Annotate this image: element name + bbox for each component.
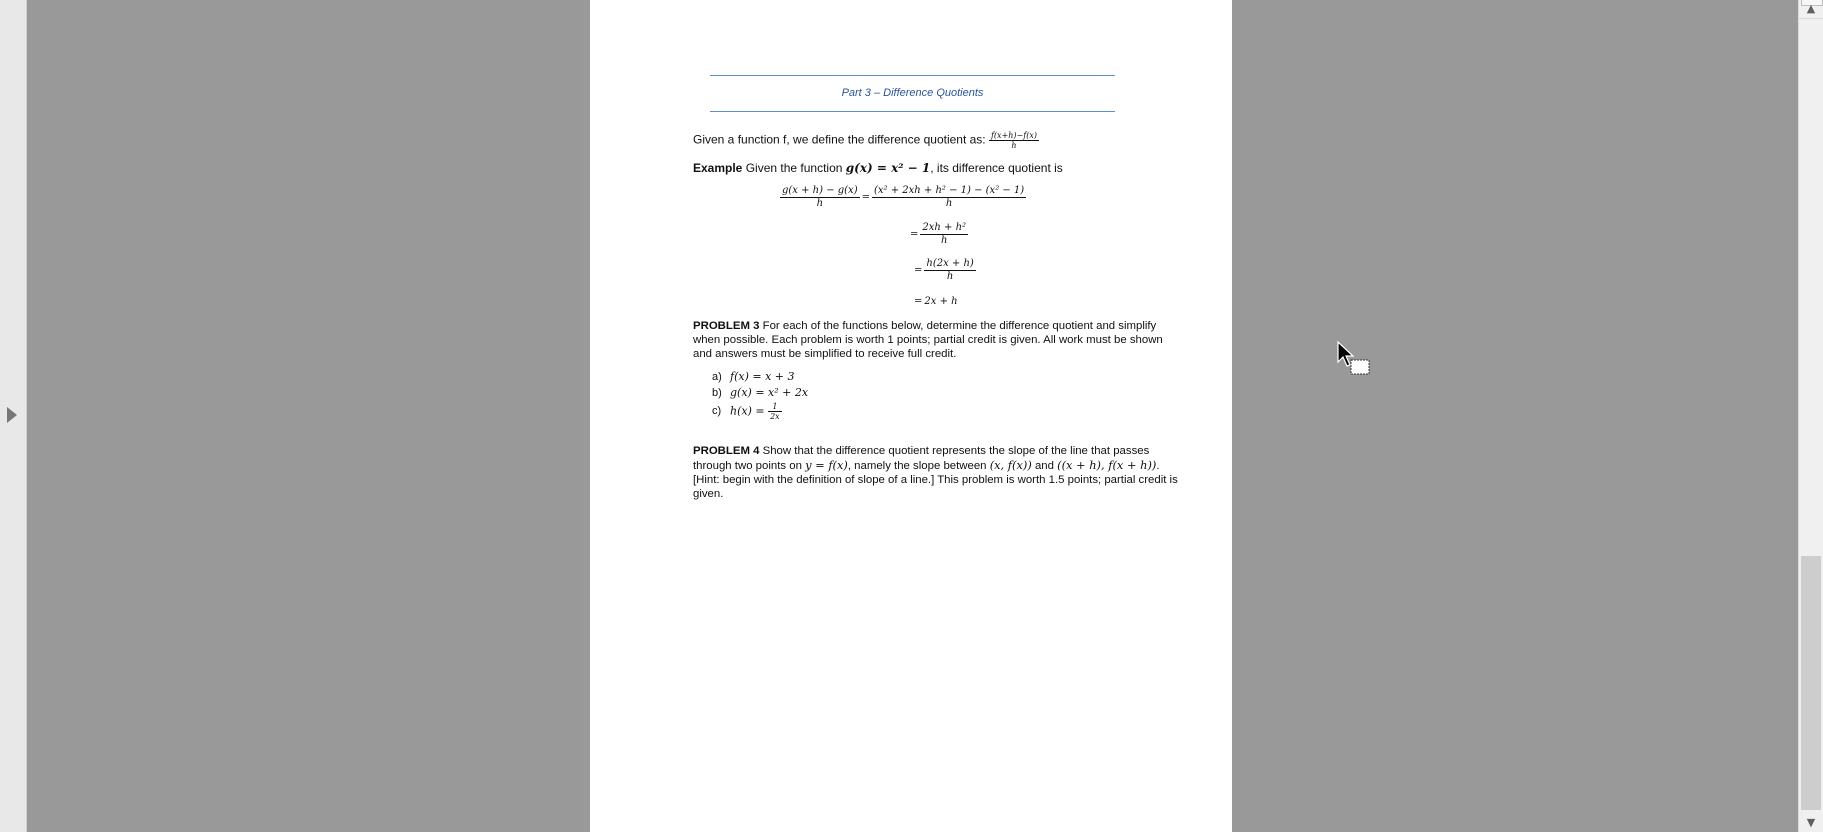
fraction-denominator: h xyxy=(1011,141,1017,150)
line3-fraction xyxy=(924,258,975,283)
list-item-letter: c) xyxy=(712,405,722,418)
example-line-2 xyxy=(908,222,968,247)
problem4-text-1: Show that the difference quotient represents the slope of the line that passes through two points on xyxy=(693,445,1150,472)
intro-paragraph xyxy=(693,131,1183,150)
document-page xyxy=(590,0,1232,832)
mouse-pointer-icon xyxy=(1336,340,1376,380)
equals-sign: = xyxy=(910,229,919,240)
problem4-math-2: (x, f(x)) xyxy=(989,458,1032,472)
fraction-numerator: 2xh + h² xyxy=(922,222,967,233)
fraction-denominator: h xyxy=(816,198,824,209)
problem3-label: PROBLEM 3 xyxy=(693,320,760,332)
problem3-paragraph xyxy=(693,319,1183,361)
fraction-denominator: h xyxy=(940,235,948,246)
scroll-down-arrow-icon[interactable]: ▼ xyxy=(1806,816,1816,829)
page-header-title: Part 3 – Difference Quotients xyxy=(841,87,984,99)
list-item xyxy=(712,370,808,386)
side-panel xyxy=(0,0,27,832)
example-label: Example xyxy=(693,161,743,175)
example-line-4 xyxy=(912,296,958,307)
equals-sign: = xyxy=(861,192,870,203)
list-item-expression: h(x) = xyxy=(730,404,769,418)
expand-panel-icon[interactable] xyxy=(7,407,17,423)
example-function: g(x) = x² − 1 xyxy=(845,161,931,175)
list-item-expression: g(x) = x² + 2x xyxy=(730,386,809,399)
problem4-math-3: ((x + h), f(x + h)) xyxy=(1057,458,1157,472)
problem4-text-3: and xyxy=(1031,460,1058,472)
fraction-numerator: f(x+h)−f(x) xyxy=(990,131,1037,140)
header-rule-bottom xyxy=(710,111,1115,112)
document-canvas xyxy=(27,0,1799,832)
fraction-numerator: g(x + h) − g(x) xyxy=(782,185,858,196)
intro-text: Given a function f, we define the difference quotient as: xyxy=(693,132,989,147)
example-paragraph xyxy=(693,161,1183,175)
vertical-scrollbar[interactable] xyxy=(1798,0,1823,832)
line1-rhs-fraction xyxy=(872,185,1026,210)
fraction-denominator: h xyxy=(946,271,954,282)
scroll-up-arrow-icon[interactable]: ▲ xyxy=(1799,0,1823,19)
equals-sign: = xyxy=(914,296,923,307)
problem4-text-4: . [Hint: begin with the definition of slope of a line.] This problem is worth 1.5 points; partial credit is given. xyxy=(693,460,1178,500)
header-rule-top xyxy=(710,75,1115,76)
list-item-expression: f(x) = x + 3 xyxy=(730,370,795,383)
line4-expression: 2x + h xyxy=(924,296,958,308)
problem4-label: PROBLEM 4 xyxy=(693,445,760,457)
scrollbar-thumb[interactable] xyxy=(1801,556,1821,810)
example-line-3 xyxy=(912,258,976,283)
list-item-letter: b) xyxy=(712,387,722,399)
fraction-denominator: 2x xyxy=(770,412,780,421)
problem4-paragraph xyxy=(693,444,1183,501)
fraction-numerator: (x² + 2xh + h² − 1) − (x² − 1) xyxy=(874,185,1025,196)
fraction-denominator: h xyxy=(945,198,953,209)
list-item xyxy=(712,402,808,422)
fraction-numerator: 1 xyxy=(768,402,782,412)
difference-quotient-fraction xyxy=(989,131,1039,150)
problem4-text-2: , namely the slope between xyxy=(847,460,990,472)
problem3-list xyxy=(712,370,808,422)
list-item-fraction xyxy=(768,402,782,421)
example-post: , its difference quotient is xyxy=(930,161,1063,175)
line2-fraction xyxy=(920,222,968,247)
example-line-1 xyxy=(780,185,1026,210)
fraction-numerator: h(2x + h) xyxy=(926,258,974,269)
problem4-math-1: y = f(x) xyxy=(805,458,848,472)
list-item xyxy=(712,386,808,402)
equals-sign: = xyxy=(914,265,923,276)
example-pre: Given the function xyxy=(742,161,846,175)
list-item-letter: a) xyxy=(712,371,722,383)
line1-lhs-fraction xyxy=(780,185,860,210)
problem3-text: For each of the functions below, determine the difference quotient and simplify when possible. Each problem is worth 1 points; partial credit is given. All work must be shown and answers must be simplified to receive full credit. xyxy=(693,320,1163,360)
